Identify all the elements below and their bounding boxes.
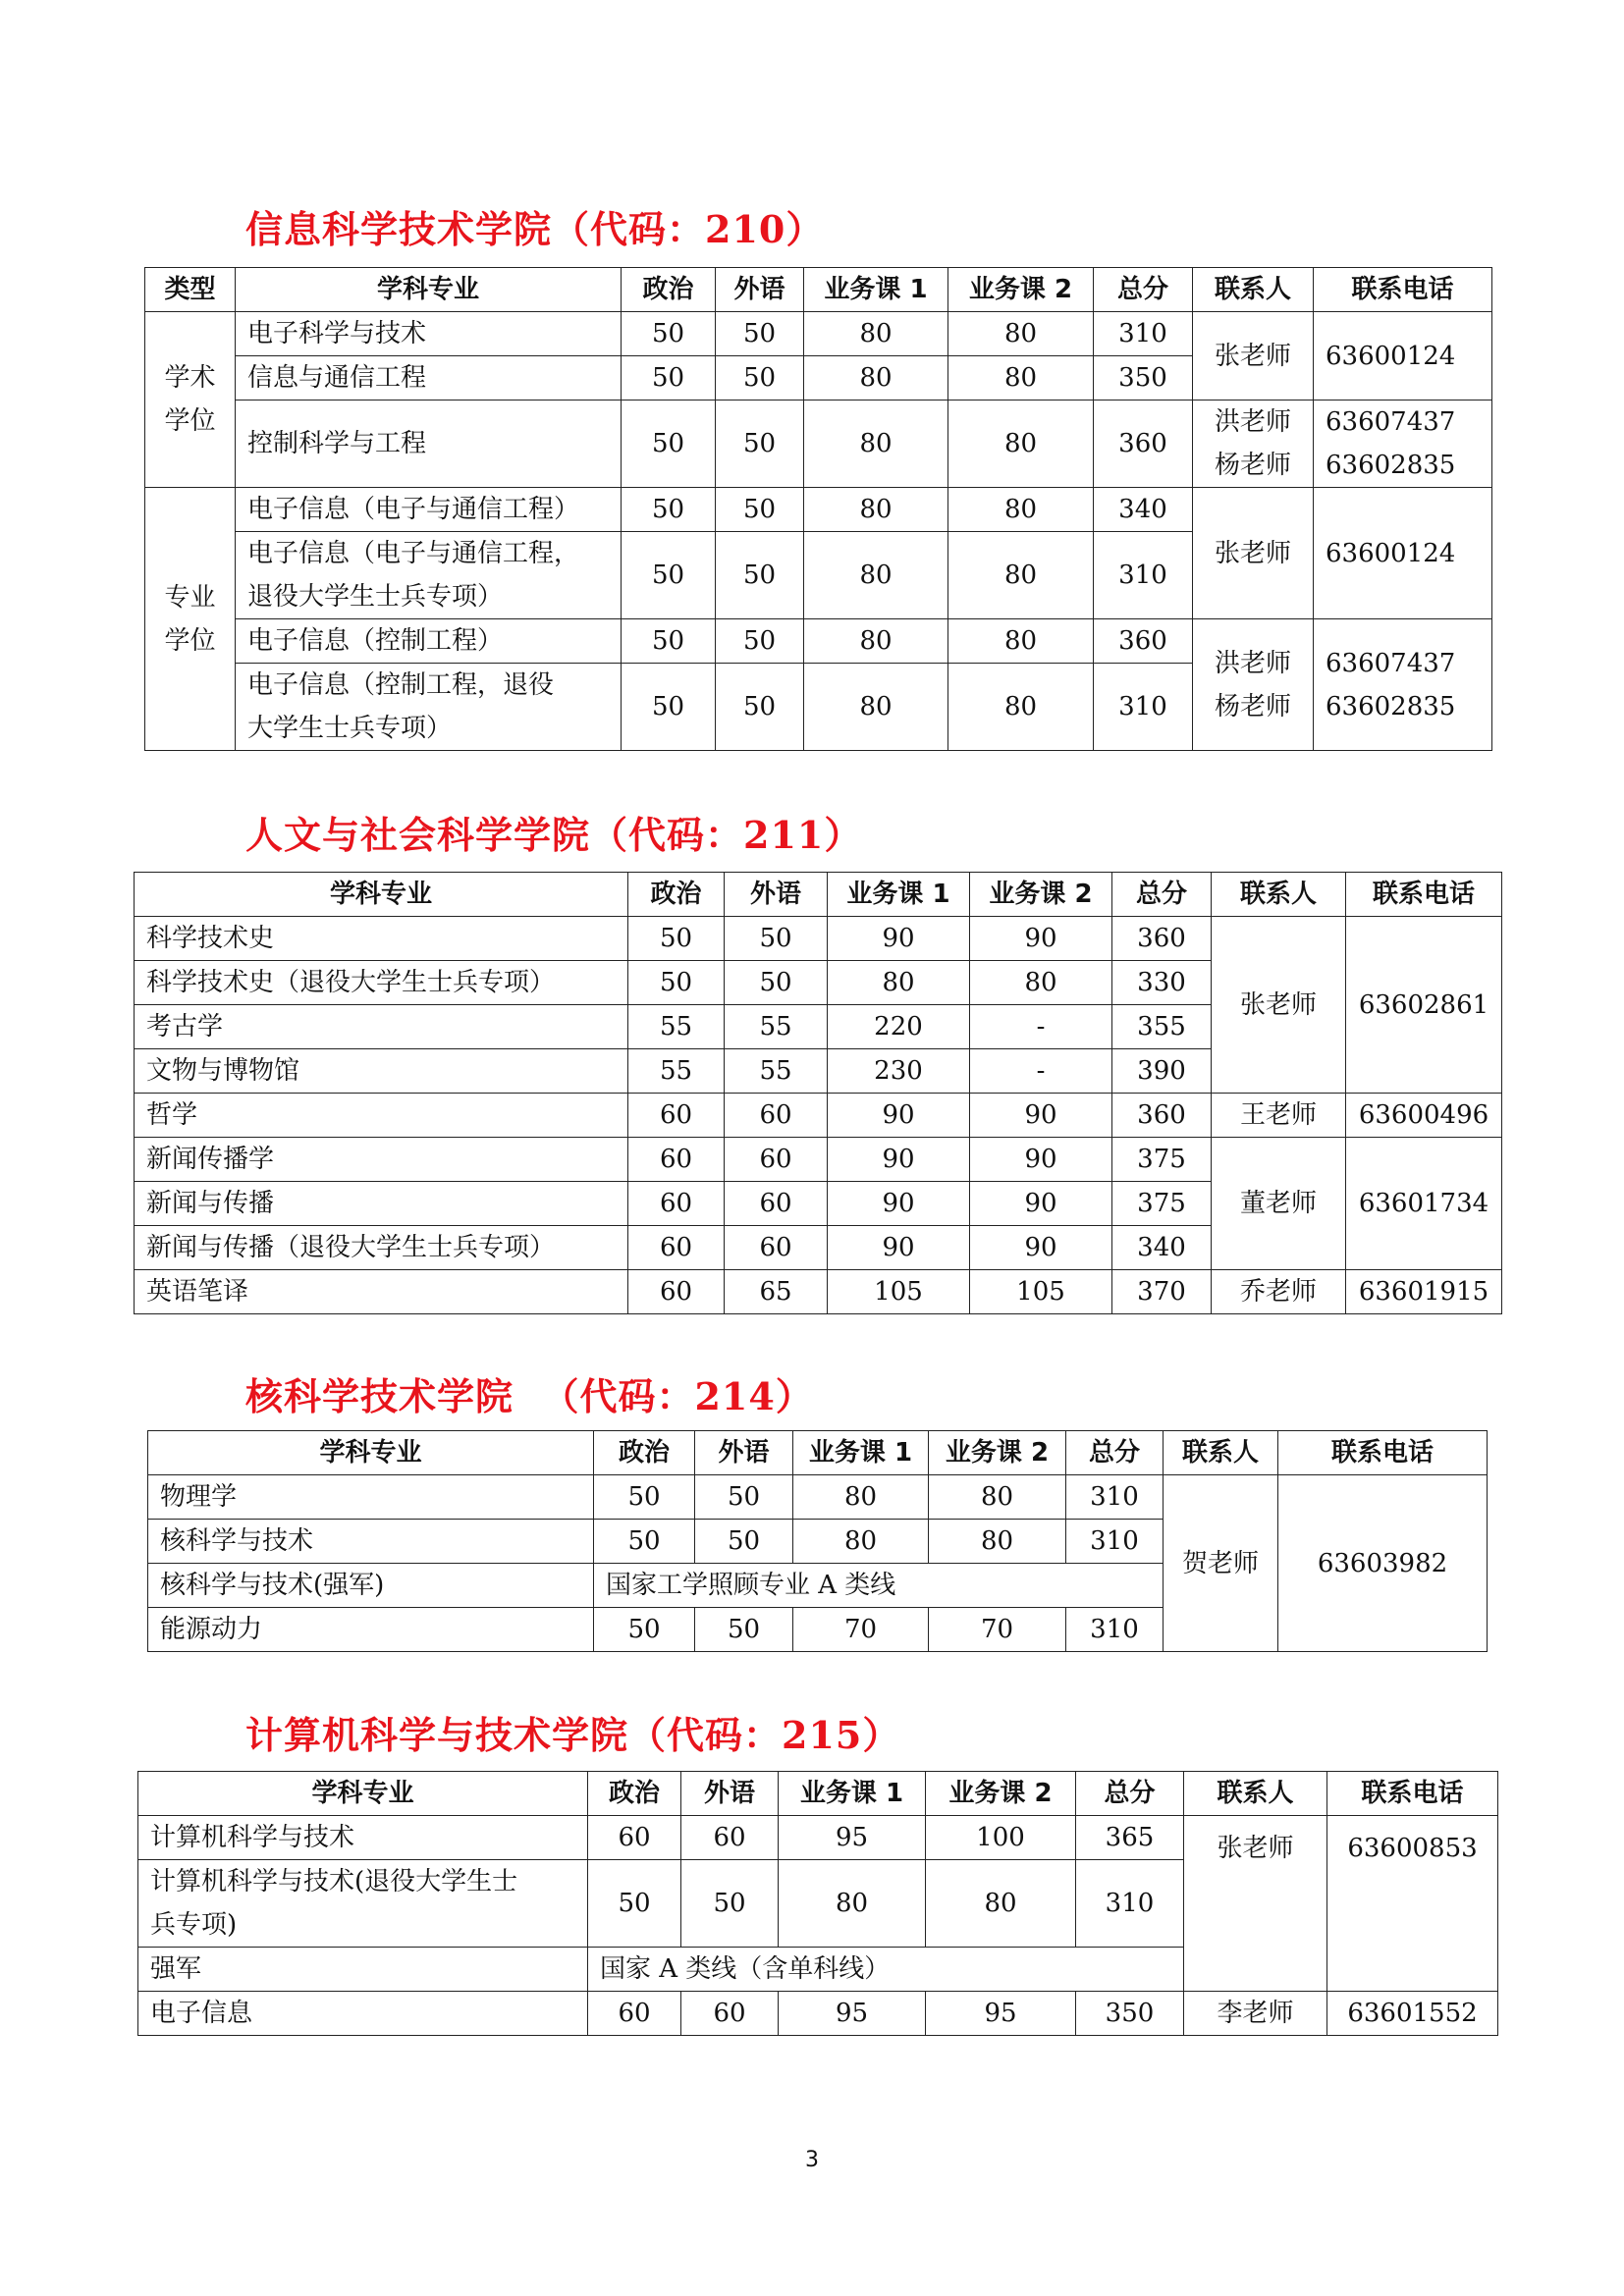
total-cell: 375 [1112,1182,1212,1226]
course2-cell: 80 [929,1475,1066,1520]
course2-cell: 80 [948,400,1094,488]
politics-cell: 50 [622,532,716,619]
header-major: 学科专业 [148,1431,594,1475]
header-contact: 联系人 [1212,873,1346,917]
section-title-211: 人文与社会科学学院（代码：211） [245,813,863,857]
major-cell: 新闻传播学 [135,1138,628,1182]
header-phone: 联系电话 [1278,1431,1488,1475]
language-cell: 50 [716,532,804,619]
header-course1: 业务课 1 [804,268,948,312]
major-cell: 英语笔译 [135,1270,628,1314]
language-cell: 50 [695,1608,793,1652]
header-major: 学科专业 [138,1772,588,1816]
table-row [148,1475,1488,1520]
politics-cell: 50 [588,1860,681,1948]
course2-cell: 70 [929,1608,1066,1652]
table-row [138,1816,1498,1860]
course1-cell: 80 [828,961,970,1005]
course1-cell: 80 [804,619,948,664]
table-215 [137,1771,1498,2036]
section-title-210: 信息科学技术学院（代码：210） [245,207,825,251]
course1-cell: 80 [793,1475,929,1520]
language-cell: 55 [725,1049,828,1094]
contact-cell: 贺老师 [1164,1475,1278,1652]
course2-cell: 105 [970,1270,1112,1314]
section-title-215: 计算机科学与技术学院（代码：215） [245,1713,901,1757]
major-cell: 电子科学与技术 [236,312,622,356]
total-cell: 375 [1112,1138,1212,1182]
course2-cell: 90 [970,1138,1112,1182]
header-language: 外语 [725,873,828,917]
note-cell: 国家工学照顾专业 A 类线 [594,1564,1164,1608]
table-header-row [138,1772,1498,1816]
table-row [145,488,1492,532]
politics-cell: 60 [628,1182,725,1226]
course2-cell: 95 [926,1992,1076,2036]
course2-cell: 80 [948,488,1094,532]
phone-cell: 63607437 63602835 [1314,619,1492,751]
total-cell: 360 [1094,619,1193,664]
total-cell: 390 [1112,1049,1212,1094]
course1-cell: 105 [828,1270,970,1314]
major-cell: 科学技术史（退役大学生士兵专项） [135,961,628,1005]
major-cell: 文物与博物馆 [135,1049,628,1094]
section-title-214: 核科学技术学院 （代码：214） [245,1374,814,1418]
contact-cell: 洪老师 杨老师 [1193,400,1314,488]
table-row [138,1992,1498,2036]
course2-cell: 80 [948,619,1094,664]
language-cell: 50 [716,664,804,751]
language-cell: 60 [725,1094,828,1138]
course1-cell: 80 [804,400,948,488]
language-cell: 65 [725,1270,828,1314]
politics-cell: 50 [628,917,725,961]
major-cell: 核科学与技术 [148,1520,594,1564]
phone-cell: 63601734 [1346,1138,1502,1270]
table-210 [144,267,1492,751]
contact-cell: 张老师 [1212,917,1346,1094]
politics-cell: 50 [628,961,725,1005]
table-row [135,1138,1502,1182]
language-cell: 50 [725,961,828,1005]
major-cell: 计算机科学与技术(退役大学生士 兵专项) [138,1860,588,1948]
header-politics: 政治 [622,268,716,312]
course1-cell: 80 [804,532,948,619]
course1-cell: 95 [779,1816,926,1860]
language-cell: 50 [681,1860,779,1948]
table-214 [147,1430,1488,1652]
phone-cell: 63600853 [1327,1816,1498,1992]
header-total: 总分 [1112,873,1212,917]
table-row [135,917,1502,961]
table-header-row [148,1431,1488,1475]
course1-cell: 90 [828,1226,970,1270]
course1-cell: 90 [828,1138,970,1182]
major-cell: 电子信息 [138,1992,588,2036]
course2-cell: 80 [929,1520,1066,1564]
table-211 [134,872,1502,1314]
table-row [135,1270,1502,1314]
language-cell: 60 [681,1816,779,1860]
politics-cell: 50 [622,488,716,532]
table-row [135,1094,1502,1138]
course1-cell: 80 [804,312,948,356]
language-cell: 60 [725,1226,828,1270]
total-cell: 330 [1112,961,1212,1005]
politics-cell: 60 [628,1138,725,1182]
language-cell: 50 [716,312,804,356]
language-cell: 60 [725,1138,828,1182]
course2-cell: 80 [948,664,1094,751]
contact-cell: 张老师 [1193,312,1314,400]
header-contact: 联系人 [1184,1772,1327,1816]
total-cell: 310 [1094,312,1193,356]
major-cell: 电子信息（控制工程） [236,619,622,664]
header-politics: 政治 [588,1772,681,1816]
politics-cell: 50 [622,356,716,400]
total-cell: 355 [1112,1005,1212,1049]
course1-cell: 80 [779,1860,926,1948]
header-politics: 政治 [628,873,725,917]
table-header-row [145,268,1492,312]
course2-cell: 90 [970,917,1112,961]
total-cell: 340 [1094,488,1193,532]
header-course2: 业务课 2 [926,1772,1076,1816]
page-number: 3 [805,2148,819,2172]
contact-cell: 张老师 [1184,1816,1327,1992]
contact-cell: 王老师 [1212,1094,1346,1138]
contact-cell: 李老师 [1184,1992,1327,2036]
major-cell: 考古学 [135,1005,628,1049]
politics-cell: 50 [622,619,716,664]
phone-cell: 63600496 [1346,1094,1502,1138]
politics-cell: 60 [588,1816,681,1860]
header-total: 总分 [1066,1431,1164,1475]
header-major: 学科专业 [135,873,628,917]
politics-cell: 60 [628,1094,725,1138]
politics-cell: 50 [594,1520,695,1564]
major-cell: 物理学 [148,1475,594,1520]
header-contact: 联系人 [1164,1431,1278,1475]
contact-cell: 张老师 [1193,488,1314,619]
course1-cell: 90 [828,1094,970,1138]
major-cell: 新闻与传播（退役大学生士兵专项） [135,1226,628,1270]
language-cell: 50 [695,1520,793,1564]
course2-cell: 80 [948,532,1094,619]
total-cell: 370 [1112,1270,1212,1314]
language-cell: 50 [716,488,804,532]
note-cell: 国家 A 类线（含单科线） [588,1948,1184,1992]
header-course2: 业务课 2 [929,1431,1066,1475]
phone-cell: 63601915 [1346,1270,1502,1314]
course2-cell: 90 [970,1226,1112,1270]
header-phone: 联系电话 [1346,873,1502,917]
course2-cell: 80 [926,1860,1076,1948]
header-course1: 业务课 1 [793,1431,929,1475]
language-cell: 50 [716,356,804,400]
course2-cell: 90 [970,1182,1112,1226]
total-cell: 340 [1112,1226,1212,1270]
contact-cell: 乔老师 [1212,1270,1346,1314]
total-cell: 310 [1094,532,1193,619]
header-total: 总分 [1094,268,1193,312]
major-cell: 信息与通信工程 [236,356,622,400]
politics-cell: 50 [622,312,716,356]
phone-cell: 63603982 [1278,1475,1488,1652]
major-cell: 控制科学与工程 [236,400,622,488]
header-type: 类型 [145,268,236,312]
header-major: 学科专业 [236,268,622,312]
phone-cell: 63600124 [1314,488,1492,619]
total-cell: 310 [1094,664,1193,751]
course2-cell: 90 [970,1094,1112,1138]
major-cell: 核科学与技术(强军) [148,1564,594,1608]
politics-cell: 50 [594,1608,695,1652]
header-language: 外语 [695,1431,793,1475]
header-phone: 联系电话 [1314,268,1492,312]
total-cell: 360 [1112,1094,1212,1138]
header-phone: 联系电话 [1327,1772,1498,1816]
header-course2: 业务课 2 [970,873,1112,917]
header-contact: 联系人 [1193,268,1314,312]
table-row [145,312,1492,356]
course2-cell: - [970,1049,1112,1094]
header-language: 外语 [716,268,804,312]
table-row [145,619,1492,664]
language-cell: 50 [695,1475,793,1520]
type-academic: 学术 学位 [145,312,236,488]
table-header-row [135,873,1502,917]
major-cell: 能源动力 [148,1608,594,1652]
politics-cell: 50 [594,1475,695,1520]
major-cell: 电子信息（控制工程，退役 大学生士兵专项） [236,664,622,751]
total-cell: 350 [1094,356,1193,400]
politics-cell: 50 [622,400,716,488]
language-cell: 50 [725,917,828,961]
major-cell: 电子信息（电子与通信工程） [236,488,622,532]
language-cell: 50 [716,400,804,488]
course1-cell: 80 [804,488,948,532]
total-cell: 310 [1066,1520,1164,1564]
total-cell: 350 [1076,1992,1184,2036]
phone-cell: 63607437 63602835 [1314,400,1492,488]
major-cell: 新闻与传播 [135,1182,628,1226]
course2-cell: 80 [948,356,1094,400]
total-cell: 310 [1066,1608,1164,1652]
course1-cell: 230 [828,1049,970,1094]
header-politics: 政治 [594,1431,695,1475]
total-cell: 365 [1076,1816,1184,1860]
total-cell: 360 [1094,400,1193,488]
politics-cell: 60 [628,1226,725,1270]
header-course1: 业务课 1 [828,873,970,917]
course2-cell: - [970,1005,1112,1049]
major-cell: 计算机科学与技术 [138,1816,588,1860]
header-course1: 业务课 1 [779,1772,926,1816]
language-cell: 50 [716,619,804,664]
course1-cell: 220 [828,1005,970,1049]
major-cell: 强军 [138,1948,588,1992]
course1-cell: 90 [828,1182,970,1226]
major-cell: 电子信息（电子与通信工程， 退役大学生士兵专项） [236,532,622,619]
phone-cell: 63602861 [1346,917,1502,1094]
politics-cell: 50 [622,664,716,751]
course1-cell: 80 [804,664,948,751]
major-cell: 科学技术史 [135,917,628,961]
course1-cell: 95 [779,1992,926,2036]
contact-cell: 董老师 [1212,1138,1346,1270]
phone-cell: 63601552 [1327,1992,1498,2036]
course1-cell: 80 [804,356,948,400]
total-cell: 310 [1066,1475,1164,1520]
header-course2: 业务课 2 [948,268,1094,312]
course2-cell: 80 [948,312,1094,356]
total-cell: 310 [1076,1860,1184,1948]
politics-cell: 60 [588,1992,681,2036]
course1-cell: 70 [793,1608,929,1652]
contact-cell: 洪老师 杨老师 [1193,619,1314,751]
course2-cell: 100 [926,1816,1076,1860]
course1-cell: 90 [828,917,970,961]
politics-cell: 55 [628,1049,725,1094]
total-cell: 360 [1112,917,1212,961]
course1-cell: 80 [793,1520,929,1564]
table-row [145,400,1492,488]
politics-cell: 60 [628,1270,725,1314]
language-cell: 60 [725,1182,828,1226]
politics-cell: 55 [628,1005,725,1049]
language-cell: 60 [681,1992,779,2036]
course2-cell: 80 [970,961,1112,1005]
major-cell: 哲学 [135,1094,628,1138]
header-total: 总分 [1076,1772,1184,1816]
type-professional: 专业 学位 [145,488,236,751]
language-cell: 55 [725,1005,828,1049]
phone-cell: 63600124 [1314,312,1492,400]
header-language: 外语 [681,1772,779,1816]
